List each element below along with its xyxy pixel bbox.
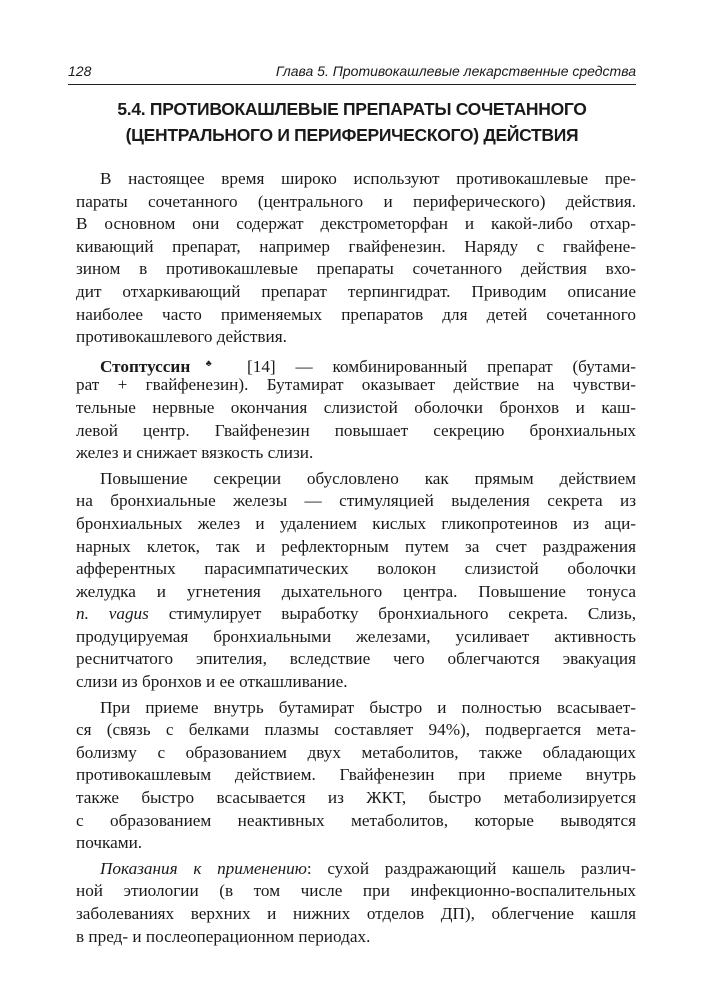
paragraph-pharmacokinetics xyxy=(76,697,636,855)
text-line: нарных клеток, так и рефлекторным путем за счет раздражения xyxy=(76,536,636,556)
drug-name: Стоптуссин xyxy=(100,356,191,376)
text-line xyxy=(76,858,636,881)
text-line: ной этиологии (в том числе при инфекционно-воспалительных xyxy=(76,881,636,901)
section-heading xyxy=(60,96,644,148)
text-line: афферентных парасимпатических волокон слизистой оболочки xyxy=(76,559,636,579)
page-number: 128 xyxy=(68,63,92,79)
text-line: также быстро всасывается из ЖКТ, быстро метаболизируется xyxy=(76,788,636,808)
text-line: в пред- и послеоперационном периодах. xyxy=(76,926,371,946)
section-heading-line-2: (ЦЕНТРАЛЬНОГО И ПЕРИФЕРИЧЕСКОГО) ДЕЙСТВИЯ xyxy=(125,125,579,145)
text-line: желудка и угнетения дыхательного центра. Повышение тонуса xyxy=(76,581,636,601)
text-line: кивающий препарат, например гвайфенезин. Наряду с гвайфене- xyxy=(76,236,636,256)
registered-mark: ♣ xyxy=(190,357,228,368)
text-line: противокашлевого действия. xyxy=(76,327,287,347)
paragraph-secretion xyxy=(76,468,636,694)
text-line: реснитчатого эпителия, вследствие чего облегчаются эвакуация xyxy=(76,649,636,669)
text-fragment: стимулирует выработку бронхиального секрета. Слизь, xyxy=(148,604,636,624)
text-fragment: [14] — комбинированный препарат (бутами- xyxy=(227,356,637,376)
chapter-title: Глава 5. Противокашлевые лекарственные средства xyxy=(275,63,636,79)
text-line: параты сочетанного (центрального и периферического) действия. xyxy=(76,191,636,211)
text-line: ся (связь с белками плазмы составляет 94%), подвергается мета- xyxy=(76,720,636,740)
text-line: противокашлевым действием. Гвайфенезин при приеме внутрь xyxy=(76,765,636,785)
paragraph-stoptussin xyxy=(76,352,636,465)
text-line: желез и снижает вязкость слизи. xyxy=(76,443,314,463)
text-line: наиболее часто применяемых препаратов для детей сочетанного xyxy=(76,304,636,324)
text-line: на бронхиальные железы — стимуляцией выделения секрета из xyxy=(76,491,636,511)
running-head xyxy=(68,62,636,85)
section-heading-line-1: 5.4. ПРОТИВОКАШЛЕВЫЕ ПРЕПАРАТЫ СОЧЕТАННОГО xyxy=(117,99,587,119)
text-fragment: : сухой раздражающий кашель различ- xyxy=(306,858,636,878)
text-line: левой центр. Гвайфенезин повышает секрецию бронхиальных xyxy=(76,420,636,440)
text-line: почками. xyxy=(76,833,143,853)
text-line: зином в противокашлевые препараты сочетанного действия вхо- xyxy=(76,259,636,279)
text-line xyxy=(76,352,636,375)
text-line: слизи из бронхов и ее откашливание. xyxy=(76,672,348,692)
body-text xyxy=(76,168,636,951)
text-line: болизму с образованием двух метаболитов, также обладающих xyxy=(76,742,636,762)
text-line: Повышение секреции обусловлено как прямым действием xyxy=(100,468,636,488)
latin-term: n. vagus xyxy=(76,604,149,624)
paragraph-intro xyxy=(76,168,636,349)
text-line xyxy=(76,603,636,626)
text-line: продуцируемая бронхиальными железами, усиливает активность xyxy=(76,626,636,646)
text-line: тельные нервные окончания слизистой оболочки бронхов и каш- xyxy=(76,397,636,417)
text-line: При приеме внутрь бутамират быстро и полностью всасывает- xyxy=(100,697,636,717)
text-line: В основном они содержат декстрометорфан и какой-либо отхар- xyxy=(76,214,636,234)
text-line: рат + гвайфенезин). Бутамират оказывает действие на чувстви- xyxy=(76,375,636,395)
text-line: В настоящее время широко используют противокашлевые пре- xyxy=(100,169,636,188)
text-line: бронхиальных желез и удалением кислых гликопротеинов из аци- xyxy=(76,513,636,533)
indications-label: Показания к применению xyxy=(100,858,307,878)
text-line: дит отхаркивающий препарат терпингидрат. Приводим описание xyxy=(76,281,636,301)
paragraph-indications xyxy=(76,858,636,948)
text-line: заболеваниях верхних и нижних отделов ДП), облегчение кашля xyxy=(76,904,636,923)
text-line: с образованием неактивных метаболитов, которые выводятся xyxy=(76,810,636,830)
